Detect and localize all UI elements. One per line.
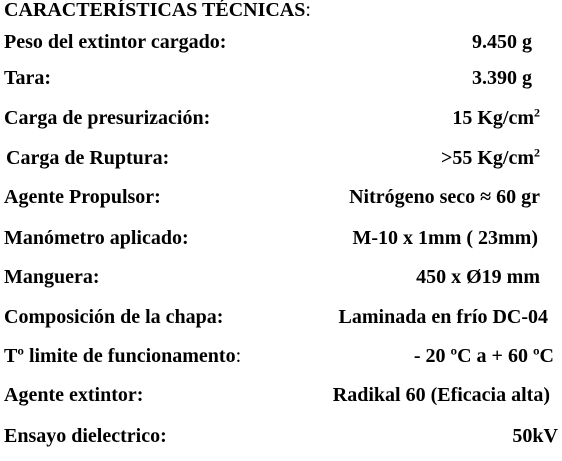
spec-label: Composición de la chapa: (4, 306, 224, 328)
spec-value: - 20 ºC a + 60 ºC (413, 345, 554, 367)
spec-row-ruptura (0, 143, 562, 173)
spec-label: Carga de Ruptura: (6, 147, 170, 169)
label-colon: : (235, 345, 242, 367)
spec-value (452, 103, 540, 133)
spec-label: Carga de presurización: (4, 107, 211, 129)
spec-row-temperatura (0, 341, 562, 371)
spec-label-text: Tº limite de funcionamento (4, 345, 236, 367)
spec-row-manometro (0, 223, 562, 253)
spec-label: Tara: (4, 67, 52, 89)
spec-value: 9.450 g (472, 31, 532, 53)
spec-row-propulsor (0, 182, 562, 212)
spec-row-dielectrico (0, 421, 562, 451)
spec-label: Agente extintor: (4, 384, 144, 406)
spec-value (441, 143, 540, 173)
spec-label (4, 341, 241, 371)
spec-value: M-10 x 1mm ( 23mm) (352, 227, 538, 249)
spec-row-tara (0, 63, 562, 93)
spec-row-presurizacion (0, 103, 562, 133)
superscript: 2 (534, 105, 540, 120)
spec-value: Laminada en frío DC-04 (338, 306, 548, 328)
title-text: CARACTERÍSTICAS TÉCNICAS (4, 0, 306, 21)
page-title (4, 0, 311, 22)
spec-row-manguera (0, 262, 562, 292)
spec-label: Agente Propulsor: (4, 186, 161, 208)
spec-value-text: >55 Kg/cm (440, 147, 534, 169)
spec-value-text: 15 Kg/cm (452, 107, 534, 129)
spec-label: Manómetro aplicado: (4, 227, 189, 249)
spec-value: Nitrógeno seco ≈ 60 gr (349, 186, 540, 208)
spec-label: Ensayo dielectrico: (4, 425, 167, 447)
spec-value: Radikal 60 (Eficacia alta) (332, 384, 550, 406)
spec-row-agente-extintor (0, 380, 562, 410)
spec-label: Peso del extintor cargado: (4, 31, 227, 53)
spec-value: 3.390 g (472, 67, 532, 89)
spec-row-chapa (0, 302, 562, 332)
spec-value: 450 x Ø19 mm (416, 266, 540, 288)
superscript: 2 (534, 145, 540, 160)
spec-label: Manguera: (4, 266, 100, 288)
spec-value: 50kV (512, 425, 558, 447)
spec-row-peso (0, 27, 562, 57)
title-colon: : (305, 0, 311, 21)
